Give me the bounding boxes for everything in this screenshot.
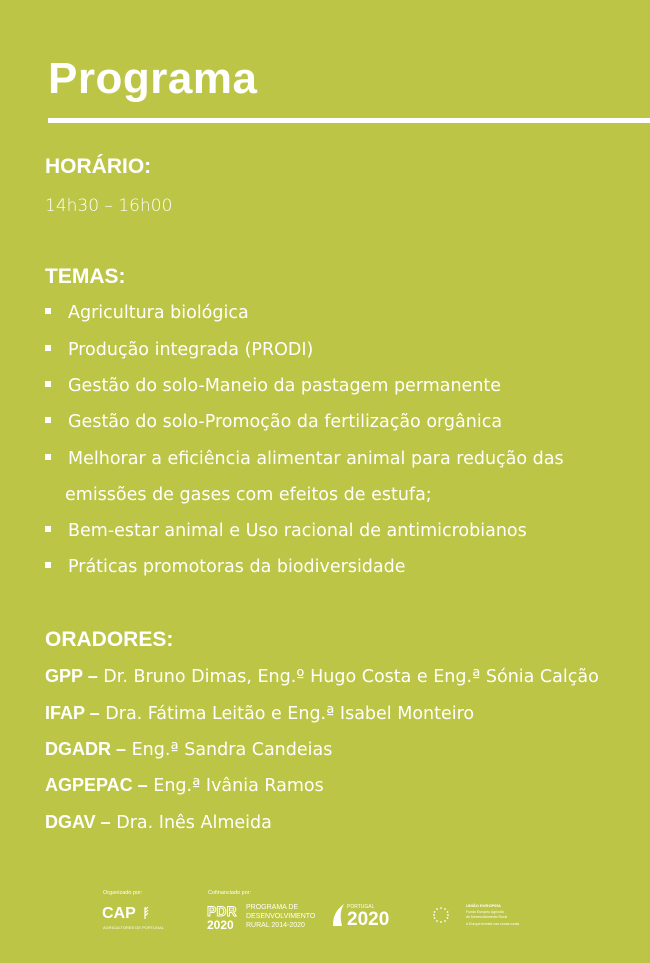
bullet-icon bbox=[45, 308, 51, 314]
pdr2020-icon bbox=[207, 903, 241, 931]
bullet-icon bbox=[45, 417, 51, 423]
speaker-names: Dra. Fátima Leitão e Eng.ª Isabel Monteiro bbox=[105, 704, 475, 724]
speaker-row bbox=[45, 666, 599, 687]
tema-item: Gestão do solo-Maneio da pastagem permanente bbox=[45, 376, 501, 396]
tema-item-continuation: emissões de gases com efeitos de estufa; bbox=[65, 485, 432, 505]
speaker-org: GPP – bbox=[45, 666, 98, 686]
bullet-icon bbox=[45, 454, 51, 460]
ue-title: UNIÃO EUROPEIA bbox=[466, 903, 501, 908]
horario-value: 14h30 – 16h00 bbox=[45, 196, 173, 216]
page-title: Programa bbox=[48, 54, 258, 103]
bullet-icon bbox=[45, 345, 51, 351]
speaker-org: DGAV – bbox=[45, 812, 111, 832]
ue-line1: Fundo Europeu Agrícola bbox=[466, 910, 504, 914]
eu-stars-icon bbox=[427, 905, 455, 925]
speaker-row bbox=[45, 775, 324, 796]
speaker-row bbox=[45, 703, 474, 724]
svg-text:PDR: PDR bbox=[207, 903, 237, 919]
pdr-text-3: RURAL 2014-2020 bbox=[246, 922, 305, 929]
pdr-text-1: PROGRAMA DE bbox=[246, 904, 299, 911]
oradores-heading: ORADORES: bbox=[45, 628, 174, 651]
speaker-names: Dra. Inês Almeida bbox=[116, 813, 272, 833]
speaker-row bbox=[45, 812, 272, 833]
tema-item: Práticas promotoras da biodiversidade bbox=[45, 557, 406, 577]
speaker-org: DGADR – bbox=[45, 739, 127, 759]
title-divider bbox=[48, 118, 650, 123]
bullet-icon bbox=[45, 381, 51, 387]
ue-line3: A Europa investe nas zonas rurais bbox=[466, 922, 520, 926]
portugal-big: 2020 bbox=[347, 909, 390, 930]
portugal-small: PORTUGAL bbox=[347, 904, 375, 910]
eu-flag bbox=[427, 905, 455, 925]
tema-item: Produção integrada (PRODI) bbox=[45, 340, 313, 360]
ue-line2: de Desenvolvimento Rural bbox=[466, 915, 508, 919]
tema-item: Bem-estar animal e Uso racional de antimicrobianos bbox=[45, 521, 527, 541]
bullet-icon bbox=[45, 562, 51, 568]
pdr-logo bbox=[207, 903, 241, 931]
cap-sub: AGRICULTORES DE PORTUGAL bbox=[103, 925, 164, 930]
svg-text:2020: 2020 bbox=[207, 918, 234, 931]
tema-item: Agricultura biológica bbox=[45, 303, 249, 323]
tema-item: Melhorar a eficiência alimentar animal para redução das bbox=[45, 449, 564, 469]
horario-heading: HORÁRIO: bbox=[45, 155, 152, 178]
speaker-names: Eng.ª Sandra Candeias bbox=[131, 740, 333, 760]
cofinanciado-label: Cofinanciado por: bbox=[208, 890, 252, 896]
tema-item: Gestão do solo-Promoção da fertilização orgânica bbox=[45, 412, 502, 432]
speaker-row bbox=[45, 739, 332, 760]
wheat-icon bbox=[140, 905, 150, 919]
speaker-org: AGPEPAC – bbox=[45, 775, 148, 795]
pdr-text-2: DESENVOLVIMENTO bbox=[246, 913, 316, 920]
bullet-icon bbox=[45, 526, 51, 532]
organizado-label: Organizado por: bbox=[103, 890, 143, 896]
speaker-names: Eng.ª Ivânia Ramos bbox=[153, 776, 324, 796]
cap-logo: CAP bbox=[102, 905, 150, 923]
portugal-flame-icon bbox=[330, 902, 346, 928]
speaker-names: Dr. Bruno Dimas, Eng.º Hugo Costa e Eng.ª Sónia Calção bbox=[103, 667, 599, 687]
speaker-org: IFAP – bbox=[45, 703, 100, 723]
temas-heading: TEMAS: bbox=[45, 265, 126, 288]
